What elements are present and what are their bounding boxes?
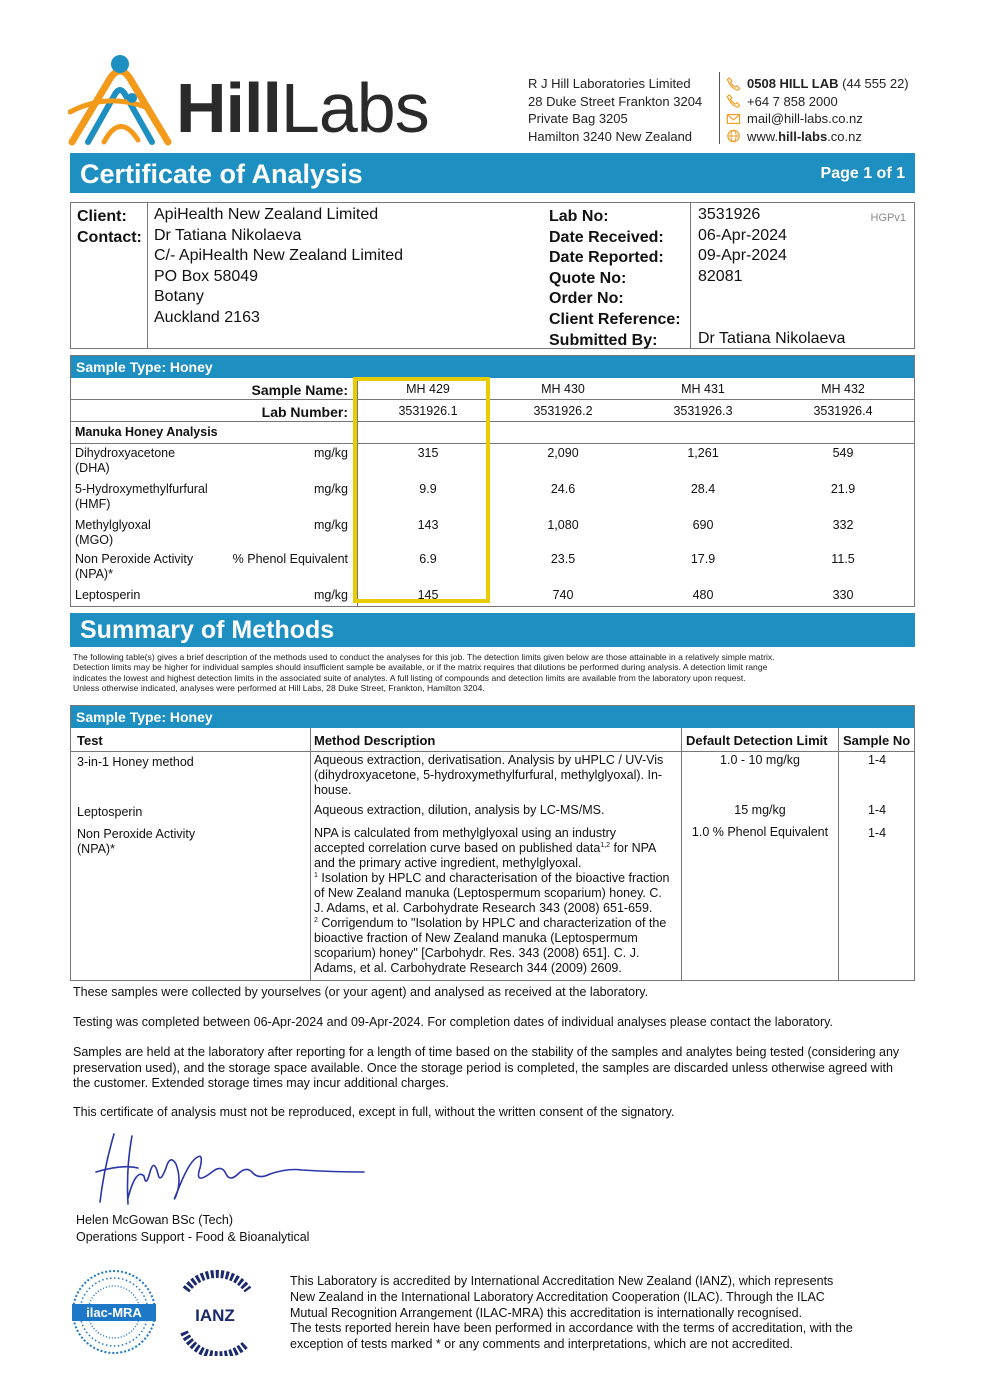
- analyte-name: 5-Hydroxymethylfurfural (HMF): [75, 482, 208, 511]
- form-version-tag: HGPv1: [870, 212, 906, 224]
- testing-note: Testing was completed between 06-Apr-2024 and 09-Apr-2024. For completion dates of individual analyses please contact the laboratory.: [73, 1015, 833, 1029]
- value-cell: 315: [417, 446, 439, 460]
- reproduction-note: This certificate of analysis must not be reproduced, except in full, without the written consent of the signatory.: [73, 1105, 675, 1119]
- value-cell: 330: [832, 588, 854, 602]
- email-link[interactable]: mail@hill-labs.co.nz: [747, 111, 863, 126]
- sample-no: 1-4: [867, 803, 887, 817]
- lab-no: 3531926: [698, 206, 761, 223]
- page-title: Certificate of Analysis: [80, 159, 363, 189]
- sample-name-cell: MH 432: [821, 382, 865, 396]
- phone-number[interactable]: +64 7 858 2000: [747, 93, 838, 109]
- svg-text:ilac-MRA: ilac-MRA: [86, 1305, 142, 1320]
- sample-type-band: Sample Type: Honey: [71, 356, 914, 378]
- lab-address: R J Hill Laboratories Limited 28 Duke Street Frankton 3204 Private Bag 3205 Hamilton 3240 New Zealand: [528, 76, 703, 144]
- header-divider: [719, 72, 720, 144]
- date-reported: 09-Apr-2024: [698, 247, 787, 265]
- submitted-by: Dr Tatiana Nikolaeva: [698, 329, 846, 347]
- lab-contact: [726, 75, 909, 145]
- value-cell: 143: [417, 518, 439, 532]
- signatory-name: Helen McGowan BSc (Tech): [76, 1213, 234, 1227]
- divider: [310, 728, 311, 980]
- website-link[interactable]: www.hill-labs.co.nz: [747, 128, 862, 144]
- divider: [690, 203, 691, 348]
- value-cell: 11.5: [831, 552, 855, 566]
- certificate-title-bar: [70, 153, 915, 193]
- job-values: [698, 205, 845, 349]
- contact-label: Contact:: [77, 228, 142, 246]
- method-description: Aqueous extraction, derivatisation. Analysis by uHPLC / UV-Vis (dihydroxyacetone, 5-hydroxymethylfurfural, methylglyoxal). In- house.: [314, 753, 664, 797]
- lab-number-cell: 3531926.2: [533, 404, 593, 418]
- svg-text:IANZ: IANZ: [195, 1306, 235, 1325]
- analyte-name: Leptosperin: [75, 588, 141, 602]
- value-cell: 9.9: [419, 482, 437, 496]
- value-cell: 17.9: [690, 552, 716, 566]
- section-row: [71, 421, 914, 443]
- signatory-role: Operations Support - Food & Bioanalytical: [76, 1230, 310, 1244]
- value-cell: 24.6: [550, 482, 576, 496]
- section-heading: Manuka Honey Analysis: [75, 425, 218, 439]
- lab-number-cell: 3531926.4: [813, 404, 873, 418]
- client-details: [70, 202, 915, 349]
- client-address: ApiHealth New Zealand Limited Dr Tatiana Nikolaeva C/- ApiHealth New Zealand Limited PO Box 58049 Botany Auckland 2163: [154, 206, 404, 326]
- storage-note: Samples are held at the laboratory after reporting for a length of time based on the stability of the samples and analytes being tested (considering any preservation used), and the storage space available. Once the storage period is completed, the samples are discarded unless otherwise agreed with the customer. Extended storage times may incur additional charges.: [73, 1045, 900, 1090]
- test-name: Leptosperin: [77, 805, 143, 819]
- phone-icon: [726, 94, 741, 108]
- phone-icon: [726, 77, 741, 91]
- results-table: [70, 355, 915, 607]
- col-header: Method Description: [314, 733, 436, 748]
- sample-name-label: Sample Name:: [251, 382, 348, 398]
- sample-name-cell: MH 429: [406, 382, 450, 396]
- value-cell: 21.9: [830, 482, 856, 496]
- analyte-unit: % Phenol Equivalent: [232, 552, 348, 566]
- logo-mark-icon: [68, 52, 178, 147]
- lab-number-cell: 3531926.1: [398, 404, 458, 418]
- detection-limit: 15 mg/kg: [734, 803, 786, 817]
- value-cell: 6.9: [419, 552, 437, 566]
- table-row: [71, 515, 914, 551]
- phone-freephone[interactable]: 0508 HILL LAB (44 555 22): [747, 76, 909, 91]
- hill-labs-logo: [68, 52, 458, 147]
- table-row: [71, 586, 914, 606]
- value-cell: 549: [832, 446, 854, 460]
- table-row: [71, 479, 914, 515]
- method-description: NPA is calculated from methylglyoxal using an industry accepted correlation curve based on published data$^{1,2}$ for NPA and the primary active ingredient, methylglyoxal. $^1$ Isolation by HPLC and characterisation of the bioactive fraction of New Zealand manuka (Leptospermum scoparium) honey. C. J. Adams, et al. Carbohydrate Research 343 (2008) 651-659. $^2$ Corrigendum to "Isolation by HPLC and characterization of the bioactive fraction of New Zealand manuka (Leptospermum scoparium) honey" [Carbohydr. Res. 343 (2008) 651]. C. J. Adams, et al. Carbohydrate Research 344 (2009) 2609.: [314, 826, 670, 975]
- job-labels: Lab No: Date Received: Date Reported: Quote No: Order No: Client Reference: Submitted By:: [549, 208, 681, 349]
- lab-number-label: Lab Number:: [261, 404, 348, 420]
- collection-note: These samples were collected by yourselves (or your agent) and analysed as received at the laboratory.: [73, 985, 649, 999]
- analyte-unit: mg/kg: [313, 588, 348, 602]
- order-no: [698, 287, 845, 308]
- test-name: 3-in-1 Honey method: [77, 755, 194, 769]
- analyte-name: Methylglyoxal (MGO): [75, 518, 151, 547]
- value-cell: 28.4: [690, 482, 716, 496]
- sample-no: 1-4: [867, 753, 887, 767]
- signature: [92, 1128, 372, 1208]
- value-cell: 480: [692, 588, 714, 602]
- analyte-name: Non Peroxide Activity (NPA)*: [75, 552, 194, 581]
- value-cell: 2,090: [547, 446, 579, 460]
- divider: [147, 203, 148, 348]
- value-cell: 145: [417, 588, 439, 602]
- sample-name-cell: MH 431: [681, 382, 725, 396]
- analyte-unit: mg/kg: [313, 518, 348, 532]
- accreditation-statement: This Laboratory is accredited by International Accreditation New Zealand (IANZ), which represents New Zealand in the International Laboratory Accreditation Cooperation (ILAC). Through the ILAC Mutual Recognition Arrangement (ILAC-MRA) this accreditation is internationally recognised. The tests reported herein have been performed in accordance with the terms of accreditation, with the exception of tests marked * or any comments and interpretations, which are not accredited.: [290, 1274, 853, 1352]
- value-cell: 1,080: [547, 518, 579, 532]
- date-received: 06-Apr-2024: [698, 226, 787, 244]
- summary-title: Summary of Methods: [70, 613, 915, 647]
- methods-header-row: [71, 728, 914, 752]
- summary-note: The following table(s) gives a brief description of the methods used to conduct the analyses for this job. The detection limits given below are those attainable in a relatively simple matrix. Detection limits may be higher for individual samples should insufficient sample be available, or if the matrix requires that dilutions be performed during analysis. A detection limit range indicates the lowest and highest detection limits in the associated suite of analytes. A full listing of compounds and detection limits are available from the laboratory upon request. Unless otherwise indicated, analyses were performed at Hill Labs, 28 Duke Street, Frankton, Hamilton 3204.: [73, 652, 775, 694]
- analyte-name: Dihydroxyacetone (DHA): [75, 446, 176, 475]
- col-header: Test: [77, 733, 103, 748]
- logo-wordmark: HillLabs: [176, 69, 429, 147]
- mail-icon: [726, 112, 741, 126]
- methods-table: [70, 705, 915, 981]
- page-number: Page 1 of 1: [820, 165, 905, 182]
- sample-no: 1-4: [867, 826, 887, 840]
- detection-limit: 1.0 % Phenol Equivalent: [691, 825, 829, 839]
- col-header: Sample No: [843, 733, 911, 748]
- test-name: Non Peroxide Activity (NPA)*: [77, 827, 196, 856]
- sample-type-band: Sample Type: Honey: [71, 706, 914, 728]
- table-row: [71, 551, 914, 586]
- client-label: Client:: [77, 208, 127, 225]
- value-cell: 23.5: [550, 552, 576, 566]
- table-row: [71, 443, 914, 479]
- value-cell: 1,261: [687, 446, 719, 460]
- quote-no: 82081: [698, 267, 743, 285]
- value-cell: 740: [552, 588, 574, 602]
- method-description: Aqueous extraction, dilution, analysis by LC-MS/MS.: [314, 803, 605, 817]
- ilac-mra-logo-icon: [70, 1268, 158, 1356]
- analyte-unit: mg/kg: [313, 446, 348, 460]
- signatory: [76, 1212, 309, 1246]
- sample-name-cell: MH 430: [541, 382, 585, 396]
- analyte-unit: mg/kg: [313, 482, 348, 496]
- value-cell: 332: [832, 518, 854, 532]
- sample-name-row: [71, 378, 914, 400]
- detection-limit: 1.0 - 10 mg/kg: [720, 753, 800, 767]
- col-header: Default Detection Limit: [686, 733, 828, 748]
- globe-icon: [726, 129, 741, 143]
- lab-number-row: [71, 400, 914, 421]
- lab-number-cell: 3531926.3: [673, 404, 733, 418]
- ianz-logo-icon: [172, 1268, 258, 1356]
- client-reference: [698, 308, 845, 329]
- value-cell: 690: [692, 518, 714, 532]
